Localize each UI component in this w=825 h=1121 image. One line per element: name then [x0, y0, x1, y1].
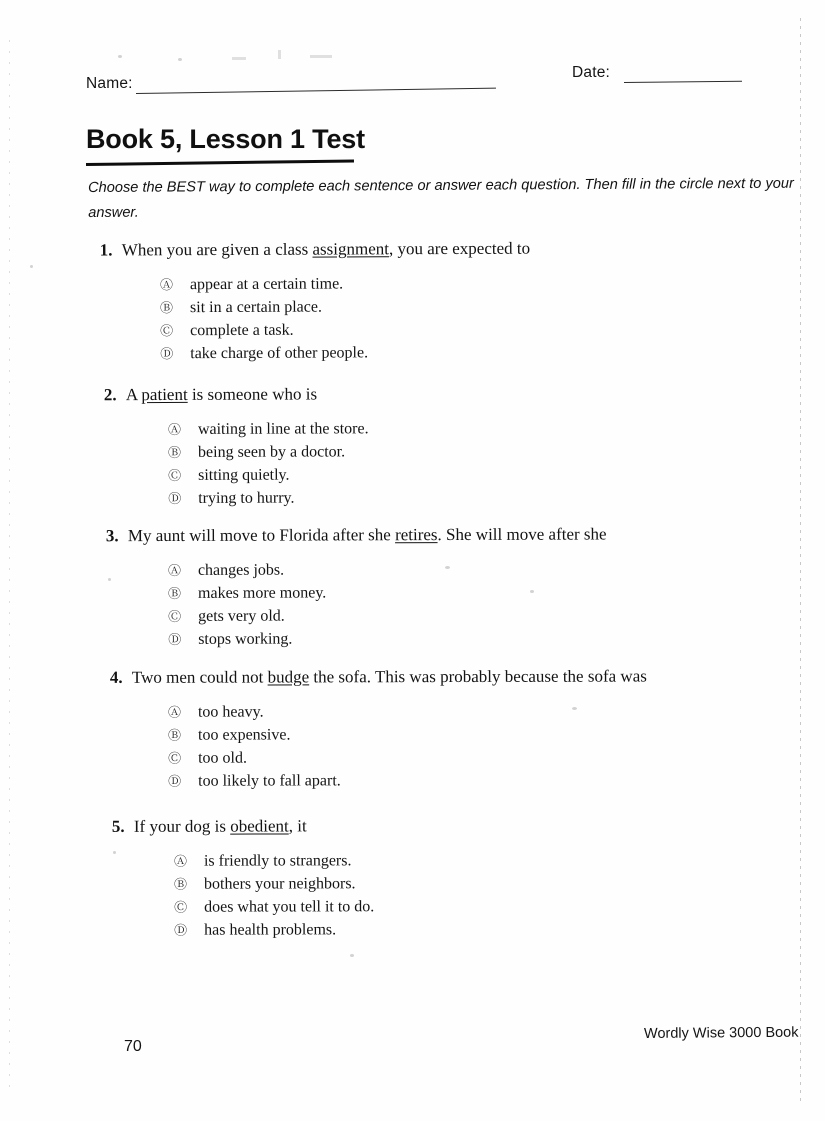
option-label: sit in a certain place. [189, 298, 322, 317]
answer-option[interactable] [160, 339, 800, 365]
vocabulary-word: budge [267, 667, 310, 687]
option-bubble-c-icon[interactable]: Ⓒ [168, 468, 182, 484]
option-bubble-d-icon[interactable]: Ⓓ [168, 774, 182, 790]
stem-text-after: . She will move after she [437, 524, 607, 545]
question-item [110, 665, 810, 793]
option-label: makes more money. [197, 584, 327, 602]
answer-option[interactable] [174, 848, 812, 873]
answer-option[interactable] [168, 580, 806, 605]
option-bubble-a-icon[interactable]: Ⓐ [159, 278, 173, 294]
answer-option[interactable] [168, 462, 804, 487]
question-item [106, 523, 806, 651]
stem-text-before: Two men could not [131, 667, 268, 687]
stem-text-before: My aunt will move to Florida after she [127, 525, 396, 546]
footer-source-text: Wordly Wise 3000 Book [643, 1024, 799, 1042]
answer-option[interactable] [168, 722, 810, 747]
option-label: trying to hurry. [198, 489, 295, 507]
stem-text-after: , it [288, 816, 307, 836]
name-date-row [0, 0, 825, 110]
option-bubble-c-icon[interactable]: Ⓒ [168, 751, 182, 767]
stem-text-after: the sofa. This was probably because the sofa was [309, 666, 647, 687]
option-bubble-d-icon[interactable]: Ⓓ [168, 491, 182, 507]
question-stem [110, 665, 810, 688]
question-item [112, 814, 812, 942]
option-bubble-a-icon[interactable]: Ⓐ [167, 422, 181, 438]
question-number: 2. [103, 385, 117, 405]
question-stem [112, 814, 812, 837]
answer-option[interactable] [168, 485, 804, 510]
page-number: 70 [124, 1038, 142, 1055]
question-item [100, 236, 801, 365]
answer-option[interactable] [168, 416, 804, 441]
answer-option[interactable] [174, 894, 812, 919]
vocabulary-word: assignment [312, 239, 390, 259]
option-bubble-b-icon[interactable]: Ⓑ [167, 445, 182, 461]
answer-option[interactable] [168, 745, 810, 770]
question-stem [100, 236, 800, 260]
option-label: bothers your neighbors. [203, 875, 356, 893]
option-label: too expensive. [197, 726, 291, 744]
option-label: complete a task. [190, 321, 294, 340]
question-stem [104, 382, 804, 405]
option-label: sitting quietly. [198, 466, 290, 484]
option-bubble-c-icon[interactable]: Ⓒ [168, 609, 182, 626]
answer-option[interactable] [168, 768, 810, 793]
answer-options [100, 270, 800, 365]
option-label: changes jobs. [197, 561, 285, 579]
answer-option[interactable] [174, 917, 812, 942]
question-stem [106, 523, 806, 546]
option-label: is friendly to strangers. [203, 852, 352, 870]
answer-options [106, 557, 806, 651]
option-label: being seen by a doctor. [197, 443, 346, 461]
answer-option[interactable] [168, 603, 806, 628]
answer-options [110, 699, 810, 793]
page-title: Book 5, Lesson 1 Test [86, 124, 365, 154]
vocabulary-word: obedient [230, 816, 289, 836]
stem-text-before: When you are given a class [121, 239, 313, 260]
date-input-line[interactable] [624, 81, 742, 83]
name-label: Name: [86, 75, 133, 92]
option-label: appear at a certain time. [189, 275, 344, 294]
vocabulary-word: retires [395, 525, 438, 545]
answer-option[interactable] [168, 439, 804, 464]
answer-options [104, 416, 804, 510]
answer-options [112, 848, 812, 942]
option-label: waiting in line at the store. [197, 420, 369, 438]
answer-option[interactable] [168, 699, 810, 724]
stem-text-after: , you are expected to [388, 238, 531, 259]
option-label: does what you tell it to do. [204, 898, 375, 916]
question-number: 4. [109, 667, 123, 687]
option-label: too heavy. [197, 703, 264, 721]
question-number: 5. [111, 816, 125, 836]
question-number: 1. [99, 240, 113, 260]
option-label: has health problems. [204, 921, 337, 939]
date-label: Date: [572, 64, 611, 81]
option-label: gets very old. [198, 607, 285, 625]
answer-option[interactable] [160, 293, 800, 319]
option-bubble-c-icon[interactable]: Ⓒ [174, 900, 188, 916]
stem-text-after: is someone who is [187, 384, 318, 404]
option-label: too likely to fall apart. [198, 772, 341, 790]
option-bubble-b-icon[interactable]: Ⓑ [159, 301, 174, 317]
option-bubble-b-icon[interactable]: Ⓑ [167, 586, 182, 603]
answer-option[interactable] [168, 557, 806, 582]
answer-option[interactable] [174, 871, 812, 896]
option-label: too old. [198, 749, 247, 767]
question-item [104, 382, 804, 510]
option-bubble-d-icon[interactable]: Ⓓ [168, 632, 182, 649]
option-bubble-a-icon[interactable]: Ⓐ [167, 563, 181, 580]
scan-edge-artifact-left [9, 40, 10, 1090]
vocabulary-word: patient [141, 384, 188, 405]
scan-speck [350, 954, 354, 957]
option-bubble-b-icon[interactable]: Ⓑ [167, 728, 182, 744]
instructions-text: Choose the BEST way to complete each sentence or answer each question. Then fill in the circle next to your answer. [88, 175, 794, 221]
answer-option[interactable] [160, 270, 800, 296]
option-bubble-b-icon[interactable]: Ⓑ [173, 877, 188, 893]
answer-option[interactable] [168, 626, 806, 651]
option-bubble-d-icon[interactable]: Ⓓ [174, 923, 188, 939]
stem-text-before: A [125, 385, 142, 405]
stem-text-before: If your dog is [133, 816, 231, 836]
title-underline-rule [86, 159, 354, 166]
option-bubble-a-icon[interactable]: Ⓐ [173, 854, 187, 870]
option-bubble-d-icon[interactable]: Ⓓ [160, 347, 174, 363]
option-label: stops working. [198, 630, 293, 648]
option-bubble-c-icon[interactable]: Ⓒ [160, 324, 174, 340]
name-input-line[interactable] [136, 88, 496, 94]
question-number: 3. [105, 526, 119, 546]
answer-option[interactable] [160, 316, 800, 342]
option-bubble-a-icon[interactable]: Ⓐ [167, 705, 181, 721]
scan-speck [30, 265, 33, 268]
option-label: take charge of other people. [190, 344, 369, 363]
